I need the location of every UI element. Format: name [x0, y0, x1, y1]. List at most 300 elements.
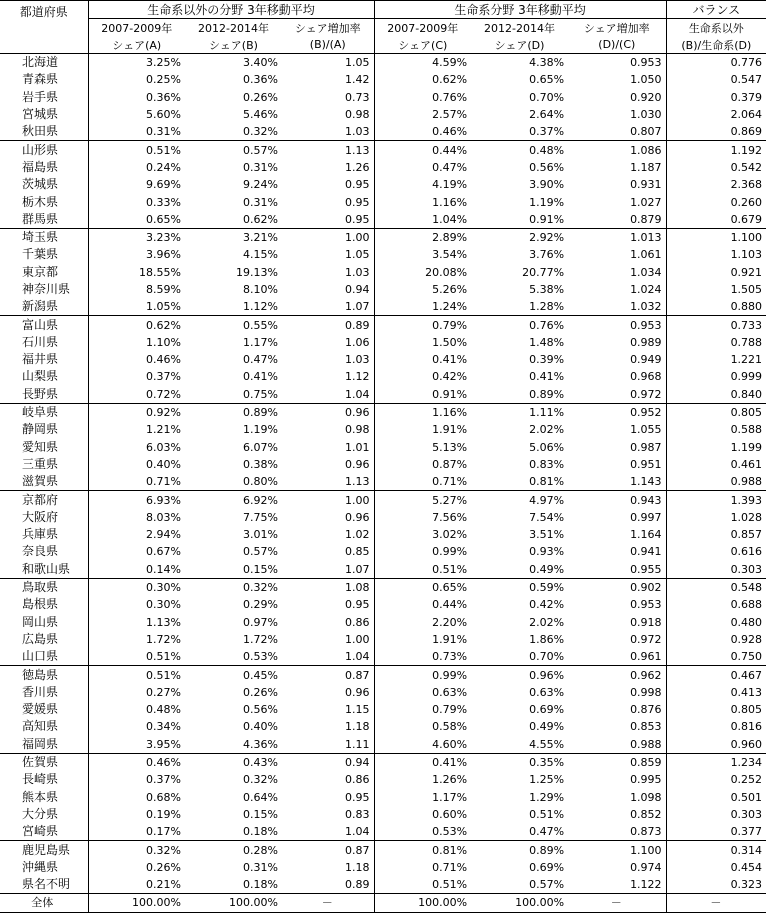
balance-cell: 0.688	[730, 598, 763, 612]
share-c-cell: 2.57%	[432, 108, 468, 122]
balance-cell: 0.928	[730, 632, 763, 646]
table-row	[0, 684, 766, 701]
ratio-dc-cell: 1.061	[568, 246, 666, 263]
table-row	[0, 666, 766, 684]
ratio-ba-cell: 0.94	[282, 281, 374, 298]
ratio-dc-cell: 1.122	[568, 876, 666, 894]
share-c-cell: 0.65%	[374, 578, 471, 596]
share-d-cell: 4.38%	[529, 56, 565, 70]
share-d-cell: 0.51%	[529, 807, 565, 821]
ratio-dc-cell: 1.050	[568, 71, 666, 88]
pref-name-cell: 岩手県	[0, 89, 88, 106]
table-row	[0, 631, 766, 648]
table-row	[0, 246, 766, 263]
pref-name-cell: 徳島県	[0, 666, 88, 684]
share-b-cell: 0.55%	[185, 316, 282, 334]
share-b-cell: 0.26%	[243, 685, 278, 699]
share-b-cell: 0.80%	[243, 475, 278, 489]
pref-name-cell: 三重県	[0, 456, 88, 473]
share-a-cell: 0.17%	[146, 825, 181, 839]
group3-header: バランス	[666, 1, 766, 19]
share-c-cell: 0.51%	[432, 878, 468, 892]
share-d-cell: 1.28%	[529, 300, 565, 314]
pref-name-cell: 愛媛県	[0, 701, 88, 718]
ratio-dc-cell: 1.098	[568, 788, 666, 805]
table-row	[0, 543, 766, 560]
pref-name-cell: 長野県	[0, 386, 88, 404]
ratio-dc-cell: 1.024	[568, 281, 666, 298]
balance-cell: 0.788	[730, 335, 763, 349]
share-d-cell: 0.69%	[529, 703, 565, 717]
share-d-cell: 3.51%	[529, 528, 565, 542]
share-b-cell: 7.75%	[243, 510, 278, 524]
table-row	[0, 71, 766, 88]
share-a-cell: 6.03%	[146, 440, 181, 454]
share-b-cell: 0.31%	[243, 195, 278, 209]
table-row	[0, 386, 766, 404]
share-a-cell: 0.36%	[146, 90, 181, 104]
balance-cell: 0.303	[730, 562, 763, 576]
ratio-dc-cell: 0.952	[568, 403, 666, 421]
pref-name-cell: 千葉県	[0, 246, 88, 263]
share-d-cell: 0.93%	[529, 545, 565, 559]
pref-name-cell: 秋田県	[0, 123, 88, 141]
ratio-ba-cell: 0.89	[282, 876, 374, 894]
pref-name-cell: 宮城県	[0, 106, 88, 123]
pref-name-cell: 群馬県	[0, 211, 88, 229]
pref-name-cell: 京都府	[0, 491, 88, 509]
share-d-cell: 2.02%	[529, 615, 565, 629]
share-d-cell: 2.92%	[471, 228, 568, 246]
ratio-dc-cell: 0.955	[568, 561, 666, 579]
balance-cell: 0.857	[730, 528, 763, 542]
col-a-header-line1: 2007-2009年	[101, 21, 173, 35]
balance-cell: 1.028	[730, 510, 763, 524]
share-c-cell: 1.24%	[432, 300, 468, 314]
balance-cell: 0.379	[730, 90, 763, 104]
col-ba-header-line1: シェア増加率	[282, 19, 374, 37]
share-c-cell: 0.63%	[432, 685, 468, 699]
ratio-dc-cell: 1.086	[568, 141, 666, 159]
ratio-ba-cell: 1.08	[282, 578, 374, 596]
col-ba-header-line2: (B)/(A)	[282, 36, 374, 54]
share-d-cell: 0.37%	[529, 125, 565, 139]
share-b-cell: 0.26%	[243, 90, 278, 104]
ratio-dc-cell: －	[568, 894, 666, 912]
ratio-ba-cell: 0.85	[282, 543, 374, 560]
pref-name-cell: 茨城県	[0, 176, 88, 193]
balance-cell: 0.588	[730, 423, 763, 437]
ratio-dc-cell: 0.997	[568, 509, 666, 526]
share-d-cell: 1.19%	[529, 195, 565, 209]
ratio-ba-cell: 1.00	[282, 491, 374, 509]
share-d-cell: 4.97%	[471, 491, 568, 509]
ratio-ba-cell: 1.18	[282, 718, 374, 735]
share-d-cell: 0.41%	[529, 370, 565, 384]
share-d-cell: 0.56%	[529, 160, 565, 174]
share-d-cell: 0.81%	[529, 475, 565, 489]
pref-name-cell: 県名不明	[0, 876, 88, 894]
ratio-dc-cell: 1.100	[568, 841, 666, 859]
ratio-dc-cell: 0.988	[568, 736, 666, 754]
share-b-cell: 0.47%	[243, 353, 278, 367]
share-b-cell: 0.62%	[243, 212, 278, 226]
share-c-cell: 0.44%	[374, 141, 471, 159]
ratio-dc-cell: 0.941	[568, 543, 666, 560]
share-b-cell: 8.10%	[243, 283, 278, 296]
share-b-cell: 0.32%	[243, 773, 278, 787]
share-c-cell: 2.89%	[374, 228, 471, 246]
ratio-dc-cell: 0.998	[568, 684, 666, 701]
table-row	[0, 473, 766, 491]
col-b-header-line1: 2012-2014年	[198, 21, 269, 35]
table-row	[0, 736, 766, 754]
share-b-cell: 9.24%	[243, 178, 278, 192]
share-a-cell: 5.60%	[146, 108, 181, 122]
ratio-dc-cell: 0.807	[568, 123, 666, 141]
share-b-cell: 1.72%	[243, 632, 278, 646]
share-d-cell: 0.70%	[529, 90, 565, 104]
pref-name-cell: 和歌山県	[0, 561, 88, 579]
share-c-cell: 0.79%	[374, 316, 471, 334]
share-a-cell: 0.37%	[146, 370, 181, 384]
pref-name-cell: 山形県	[0, 141, 88, 159]
share-c-cell: 0.71%	[432, 860, 468, 874]
share-a-cell: 0.32%	[88, 841, 185, 859]
pref-name-cell: 香川県	[0, 684, 88, 701]
pref-name-cell: 大分県	[0, 806, 88, 823]
share-d-cell: 100.00%	[471, 894, 568, 912]
table-row	[0, 123, 766, 141]
balance-cell: 0.988	[730, 475, 763, 489]
table-row	[0, 596, 766, 613]
table-row	[0, 439, 766, 456]
share-b-cell: 4.36%	[243, 737, 278, 751]
balance-cell: 0.501	[730, 790, 763, 804]
share-c-cell: 0.41%	[432, 353, 468, 367]
table-row	[0, 403, 766, 421]
share-a-cell: 0.46%	[88, 753, 185, 771]
share-d-cell: 0.39%	[529, 353, 565, 367]
balance-cell: 0.999	[730, 370, 763, 384]
share-c-cell: 0.53%	[432, 825, 468, 839]
pref-name-cell: 山口県	[0, 648, 88, 666]
pref-name-cell: 奈良県	[0, 543, 88, 560]
share-a-cell: 0.30%	[88, 578, 185, 596]
ratio-ba-cell: 0.98	[282, 421, 374, 438]
balance-cell: 0.880	[730, 300, 763, 314]
share-a-cell: 1.21%	[146, 423, 181, 437]
share-d-cell: 20.77%	[522, 265, 565, 279]
share-b-cell: 1.12%	[243, 300, 278, 314]
share-d-cell: 0.76%	[471, 316, 568, 334]
share-b-cell: 0.32%	[185, 578, 282, 596]
ratio-ba-cell: 1.07	[282, 561, 374, 579]
balance-cell: 0.314	[666, 841, 766, 859]
share-a-cell: 3.95%	[146, 737, 181, 751]
share-a-cell: 0.34%	[146, 720, 181, 734]
share-a-cell: 18.55%	[139, 265, 181, 279]
ratio-dc-cell: 0.918	[568, 614, 666, 631]
share-b-cell: 19.13%	[236, 265, 278, 279]
balance-cell: 2.368	[730, 178, 763, 192]
share-b-cell: 0.29%	[243, 598, 278, 612]
ratio-ba-cell: 1.04	[282, 823, 374, 841]
share-b-cell: 3.40%	[243, 56, 278, 70]
table-row	[0, 141, 766, 159]
ratio-ba-cell: 0.96	[282, 684, 374, 701]
table-row	[0, 561, 766, 579]
share-a-cell: 0.51%	[146, 650, 181, 664]
balance-cell: 1.103	[730, 248, 763, 262]
share-d-cell: 2.64%	[529, 108, 565, 122]
balance-cell: 0.816	[730, 720, 763, 734]
ratio-ba-cell: 0.96	[282, 509, 374, 526]
share-b-cell: 0.40%	[243, 720, 278, 734]
share-c-cell: 0.47%	[432, 160, 468, 174]
balance-cell: 0.461	[730, 457, 763, 471]
share-a-cell: 0.25%	[146, 73, 181, 87]
balance-cell: 1.393	[666, 491, 766, 509]
table-row	[0, 228, 766, 246]
ratio-ba-cell: 1.03	[282, 123, 374, 141]
pref-name-cell: 栃木県	[0, 193, 88, 210]
share-c-cell: 0.91%	[432, 387, 468, 401]
ratio-dc-cell: 0.972	[568, 631, 666, 648]
share-d-cell: 0.96%	[471, 666, 568, 684]
share-a-cell: 1.10%	[146, 335, 181, 349]
share-c-cell: 0.99%	[432, 545, 468, 559]
share-d-cell: 4.55%	[529, 737, 565, 751]
ratio-ba-cell: 0.89	[282, 316, 374, 334]
share-a-cell: 0.26%	[146, 860, 181, 874]
pref-name-cell: 愛知県	[0, 439, 88, 456]
share-c-cell: 4.59%	[432, 56, 468, 70]
share-d-cell: 0.63%	[529, 685, 565, 699]
pref-name-cell: 熊本県	[0, 788, 88, 805]
share-a-cell: 100.00%	[88, 894, 185, 912]
share-c-cell: 0.58%	[432, 720, 468, 734]
pref-name-cell: 新潟県	[0, 298, 88, 316]
share-b-cell: 0.56%	[243, 703, 278, 717]
ratio-dc-cell: 0.931	[568, 176, 666, 193]
share-d-cell: 0.89%	[529, 387, 565, 401]
share-c-cell: 1.16%	[374, 403, 471, 421]
ratio-ba-cell: 0.87	[282, 666, 374, 684]
ratio-ba-cell: 1.11	[282, 736, 374, 754]
share-b-cell: 0.64%	[243, 790, 278, 804]
share-c-cell: 5.27%	[374, 491, 471, 509]
ratio-dc-cell: 0.873	[568, 823, 666, 841]
share-b-cell: 0.38%	[243, 457, 278, 471]
share-d-cell: 0.47%	[529, 825, 565, 839]
share-b-cell: 100.00%	[185, 894, 282, 912]
share-c-cell: 0.73%	[432, 650, 468, 664]
ratio-ba-cell: 0.73	[282, 89, 374, 106]
table-row	[0, 456, 766, 473]
ratio-dc-cell: 1.055	[568, 421, 666, 438]
share-a-cell: 0.67%	[146, 545, 181, 559]
share-a-cell: 0.62%	[88, 316, 185, 334]
ratio-dc-cell: 0.961	[568, 648, 666, 666]
table-row	[0, 211, 766, 229]
ratio-ba-cell: 0.95	[282, 193, 374, 210]
share-b-cell: 1.17%	[243, 335, 278, 349]
share-c-cell: 3.54%	[432, 248, 468, 262]
ratio-dc-cell: 0.852	[568, 806, 666, 823]
share-c-cell: 1.16%	[432, 195, 468, 209]
balance-cell: 1.100	[666, 228, 766, 246]
ratio-ba-cell: 1.13	[282, 473, 374, 491]
pref-name-cell: 鳥取県	[0, 578, 88, 596]
share-d-cell: 0.35%	[471, 753, 568, 771]
share-c-cell: 1.91%	[432, 423, 468, 437]
table-body	[0, 54, 766, 913]
table-row	[0, 54, 766, 72]
ratio-dc-cell: 0.953	[568, 54, 666, 72]
share-c-cell: 0.46%	[432, 125, 468, 139]
balance-cell: 0.805	[666, 403, 766, 421]
ratio-ba-cell: 0.95	[282, 596, 374, 613]
table-row	[0, 806, 766, 823]
ratio-ba-cell: 0.96	[282, 456, 374, 473]
ratio-dc-cell: 1.027	[568, 193, 666, 210]
ratio-dc-cell: 0.995	[568, 771, 666, 788]
share-c-cell: 0.41%	[374, 753, 471, 771]
share-b-cell: 3.01%	[243, 528, 278, 542]
pref-name-cell: 全体	[0, 894, 88, 912]
ratio-ba-cell: 1.15	[282, 701, 374, 718]
table-row	[0, 823, 766, 841]
ratio-ba-cell: 1.18	[282, 859, 374, 876]
share-c-cell: 0.62%	[432, 73, 468, 87]
share-b-cell: 0.28%	[185, 841, 282, 859]
ratio-ba-cell: 1.04	[282, 648, 374, 666]
ratio-ba-cell: 1.05	[282, 54, 374, 72]
ratio-dc-cell: 0.974	[568, 859, 666, 876]
share-d-cell: 0.89%	[471, 841, 568, 859]
pref-name-cell: 東京都	[0, 264, 88, 281]
table-row	[0, 771, 766, 788]
ratio-ba-cell: 1.42	[282, 71, 374, 88]
col-d-header-line2: シェア(D)	[471, 36, 568, 54]
ratio-ba-cell: 1.00	[282, 228, 374, 246]
ratio-dc-cell: 1.034	[568, 264, 666, 281]
table-row	[0, 193, 766, 210]
ratio-ba-cell: 1.06	[282, 334, 374, 351]
share-a-cell: 1.72%	[146, 632, 181, 646]
pref-name-cell: 島根県	[0, 596, 88, 613]
balance-cell: 0.750	[730, 650, 763, 664]
col-dc-header-line2: (D)/(C)	[568, 36, 666, 54]
table-row	[0, 578, 766, 596]
share-c-cell: 0.42%	[432, 370, 468, 384]
share-b-cell: 0.57%	[243, 545, 278, 559]
share-a-cell: 8.03%	[146, 510, 181, 524]
share-c-cell: 0.51%	[432, 562, 468, 576]
pref-name-cell: 福井県	[0, 351, 88, 368]
share-a-cell: 3.96%	[146, 248, 181, 262]
share-b-cell: 5.46%	[243, 108, 278, 122]
table-row	[0, 509, 766, 526]
share-a-cell: 0.14%	[146, 562, 181, 576]
table-row	[0, 264, 766, 281]
col-c-header-line2: シェア(C)	[374, 36, 471, 54]
share-d-cell: 0.91%	[529, 212, 565, 226]
share-b-cell: 3.21%	[185, 228, 282, 246]
share-c-cell: 0.99%	[374, 666, 471, 684]
ratio-dc-cell: 0.951	[568, 456, 666, 473]
share-d-cell: 1.86%	[529, 632, 565, 646]
col-balance-header-line1: 生命系以外	[688, 21, 744, 35]
share-b-cell: 0.32%	[243, 125, 278, 139]
balance-cell: －	[666, 894, 766, 912]
balance-cell: 1.199	[730, 440, 763, 454]
table-row	[0, 316, 766, 334]
balance-cell: 1.234	[666, 753, 766, 771]
share-a-cell: 0.37%	[146, 773, 181, 787]
share-a-cell: 9.69%	[146, 178, 181, 192]
share-a-cell: 0.46%	[146, 353, 181, 367]
balance-cell: 1.221	[730, 353, 763, 367]
share-d-cell: 1.25%	[529, 773, 565, 787]
table-row	[0, 368, 766, 385]
share-a-cell: 0.65%	[146, 212, 181, 226]
share-d-cell: 1.48%	[529, 335, 565, 349]
pref-name-cell: 佐賀県	[0, 753, 88, 771]
balance-cell: 1.505	[730, 283, 763, 296]
share-c-cell: 1.91%	[432, 632, 468, 646]
share-d-cell: 0.65%	[529, 73, 565, 87]
balance-cell: 0.480	[730, 615, 763, 629]
share-b-cell: 0.31%	[243, 160, 278, 174]
share-b-cell: 0.57%	[185, 141, 282, 159]
pref-name-cell: 長崎県	[0, 771, 88, 788]
share-b-cell: 0.75%	[243, 387, 278, 401]
ratio-dc-cell: 0.902	[568, 578, 666, 596]
pref-name-cell: 大阪府	[0, 509, 88, 526]
ratio-ba-cell: －	[282, 894, 374, 912]
share-c-cell: 0.71%	[432, 475, 468, 489]
balance-cell: 0.840	[730, 387, 763, 401]
share-c-cell: 5.13%	[432, 440, 468, 454]
share-c-cell: 2.20%	[432, 615, 468, 629]
pref-name-cell: 山梨県	[0, 368, 88, 385]
pref-name-cell: 静岡県	[0, 421, 88, 438]
ratio-ba-cell: 0.86	[282, 771, 374, 788]
share-c-cell: 20.08%	[425, 265, 468, 279]
share-d-cell: 3.90%	[529, 178, 565, 192]
ratio-dc-cell: 1.030	[568, 106, 666, 123]
share-b-cell: 0.18%	[243, 825, 278, 839]
balance-cell: 0.548	[666, 578, 766, 596]
share-d-cell: 0.69%	[529, 860, 565, 874]
balance-cell: 0.413	[730, 685, 763, 699]
table-row	[0, 859, 766, 876]
share-b-cell: 0.41%	[243, 370, 278, 384]
share-a-cell: 0.33%	[146, 195, 181, 209]
share-a-cell: 1.13%	[146, 615, 181, 629]
pref-name-cell: 兵庫県	[0, 526, 88, 543]
balance-cell: 0.303	[730, 807, 763, 821]
balance-cell: 0.921	[730, 265, 763, 279]
total-row	[0, 894, 766, 912]
share-b-cell: 0.18%	[243, 878, 278, 892]
ratio-dc-cell: 1.013	[568, 228, 666, 246]
balance-cell: 0.542	[730, 160, 763, 174]
ratio-dc-cell: 0.972	[568, 386, 666, 404]
pref-name-cell: 広島県	[0, 631, 88, 648]
